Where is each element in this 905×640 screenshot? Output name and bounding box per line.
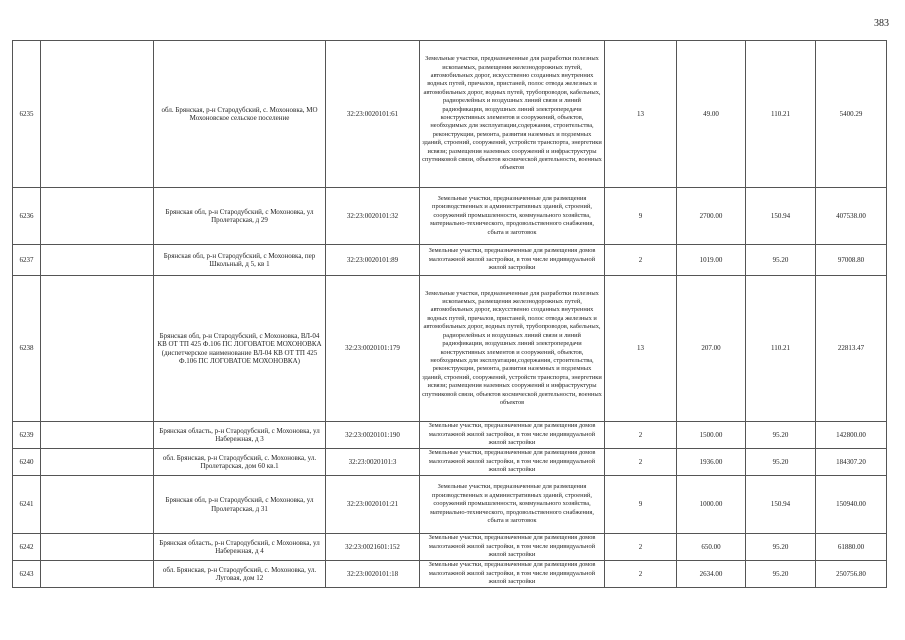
address-cell: Брянская обл, р-н Стародубский, с Мохоновка, ул Пролетарская, д 31 bbox=[154, 476, 326, 534]
cadastral-value-cell: 5400.29 bbox=[816, 41, 887, 188]
group-code-cell: 2 bbox=[605, 422, 677, 449]
table-row bbox=[13, 476, 887, 534]
land-use-purpose-cell: Земельные участки, предназначенные для разработки полезных ископаемых, размещения железнодорожных путей, автомобильных дорог, искусственно созданных внутренних водных путей, причалов, пристаней, полос отвода железных и автомобильных дорог, водных путей, трубопроводов, кабельных, радиорелейных и воздушных линий связи и линий радиофикации, воздушных линий электропередачи конструктивных элементов и сооружений, объектов, необходимых для эксплуатации,содержания, строительства, реконструкции, ремонта, развития наземных и подземных зданий, строений, сооружений, устройств транспорта, энергетики исвязи; размещения наземных сооружений и инфраструктуры спутниковой связи, объектов космической деятельности, военных объектов bbox=[420, 276, 605, 422]
empty-cell bbox=[41, 561, 154, 588]
page-number: 383 bbox=[874, 18, 889, 29]
specific-value-cell: 95.20 bbox=[746, 422, 816, 449]
address-cell: обл. Брянская, р-н Стародубский, с. Мохоновка, ул. Луговая, дом 12 bbox=[154, 561, 326, 588]
row-id-cell: 6239 bbox=[13, 422, 41, 449]
cadastral-number-cell: 32:23:0020101:190 bbox=[326, 422, 420, 449]
empty-cell bbox=[41, 476, 154, 534]
land-use-purpose-cell: Земельные участки, предназначенные для разработки полезных ископаемых, размещения железнодорожных путей, автомобильных дорог, искусственно созданных внутренних водных путей, причалов, пристаней, полос отвода железных и автомобильных дорог, водных путей, трубопроводов, кабельных, радиорелейных и воздушных линий связи и линий радиофикации, воздушных линий электропередачи конструктивных элементов и сооружений, объектов, необходимых для эксплуатации,содержания, строительства, реконструкции, ремонта, развития наземных и подземных зданий, строений, сооружений, устройств транспорта, энергетики исвязи; размещения наземных сооружений и инфраструктуры спутниковой связи, объектов космической деятельности, военных объектов bbox=[420, 41, 605, 188]
address-cell: обл. Брянская, р-н Стародубский, с. Мохоновка, ул. Пролетарская, дом 60 кв.1 bbox=[154, 449, 326, 476]
empty-cell bbox=[41, 422, 154, 449]
area-cell: 1936.00 bbox=[677, 449, 746, 476]
cadastral-value-cell: 250756.80 bbox=[816, 561, 887, 588]
land-use-purpose-cell: Земельные участки, предназначенные для размещения домов малоэтажной жилой застройки, в том числе индивидуальной жилой застройки bbox=[420, 561, 605, 588]
specific-value-cell: 95.20 bbox=[746, 449, 816, 476]
address-cell: обл. Брянская, р-н Стародубский, с. Мохоновка, МО Мохоновское сельское поселение bbox=[154, 41, 326, 188]
cadastral-number-cell: 32:23:0020101:61 bbox=[326, 41, 420, 188]
address-cell: Брянская обл, р-н Стародубский, с Мохоновка, ВЛ-04 КВ ОТ ТП 425 Ф.106 ПС ЛОГОВАТОЕ МОХОНОВКА (диспетчерское наименование ВЛ-04 КВ ОТ ТП 425 Ф.106 ПС ЛОГОВАТОЕ МОХОНОВКА) bbox=[154, 276, 326, 422]
table-row bbox=[13, 188, 887, 245]
area-cell: 49.00 bbox=[677, 41, 746, 188]
area-cell: 650.00 bbox=[677, 534, 746, 561]
specific-value-cell: 110.21 bbox=[746, 276, 816, 422]
land-registry-table bbox=[12, 40, 887, 588]
specific-value-cell: 110.21 bbox=[746, 41, 816, 188]
group-code-cell: 13 bbox=[605, 41, 677, 188]
cadastral-number-cell: 32:23:0020101:179 bbox=[326, 276, 420, 422]
specific-value-cell: 95.20 bbox=[746, 534, 816, 561]
land-use-purpose-cell: Земельные участки, предназначенные для размещения домов малоэтажной жилой застройки, в том числе индивидуальной жилой застройки bbox=[420, 534, 605, 561]
table-row bbox=[13, 422, 887, 449]
address-cell: Брянская обл, р-н Стародубский, с Мохоновка, пер Школьный, д 5, кв 1 bbox=[154, 245, 326, 276]
empty-cell bbox=[41, 41, 154, 188]
cadastral-number-cell: 32:23:0020101:21 bbox=[326, 476, 420, 534]
cadastral-number-cell: 32:23:0020101:3 bbox=[326, 449, 420, 476]
area-cell: 1500.00 bbox=[677, 422, 746, 449]
cadastral-value-cell: 61880.00 bbox=[816, 534, 887, 561]
land-use-purpose-cell: Земельные участки, предназначенные для размещения домов малоэтажной жилой застройки, в том числе индивидуальной жилой застройки bbox=[420, 245, 605, 276]
address-cell: Брянская область, р-н Стародубский, с Мохоновка, ул Набережная, д 4 bbox=[154, 534, 326, 561]
land-use-purpose-cell: Земельные участки, предназначенные для размещения домов малоэтажной жилой застройки, в том числе индивидуальной жилой застройки bbox=[420, 449, 605, 476]
row-id-cell: 6237 bbox=[13, 245, 41, 276]
group-code-cell: 2 bbox=[605, 534, 677, 561]
cadastral-number-cell: 32:23:0020101:89 bbox=[326, 245, 420, 276]
empty-cell bbox=[41, 534, 154, 561]
group-code-cell: 2 bbox=[605, 245, 677, 276]
group-code-cell: 13 bbox=[605, 276, 677, 422]
empty-cell bbox=[41, 245, 154, 276]
table-row bbox=[13, 245, 887, 276]
table-row bbox=[13, 561, 887, 588]
area-cell: 2700.00 bbox=[677, 188, 746, 245]
land-use-purpose-cell: Земельные участки, предназначенные для размещения домов малоэтажной жилой застройки, в том числе индивидуальной жилой застройки bbox=[420, 422, 605, 449]
row-id-cell: 6242 bbox=[13, 534, 41, 561]
table-row bbox=[13, 276, 887, 422]
land-use-purpose-cell: Земельные участки, предназначенные для размещения производственных и административных зданий, строений, сооружений промышленности, коммунального хозяйства, материально-технического, продовольственного снабжения, сбыта и заготовок bbox=[420, 476, 605, 534]
specific-value-cell: 95.20 bbox=[746, 245, 816, 276]
row-id-cell: 6241 bbox=[13, 476, 41, 534]
cadastral-value-cell: 142800.00 bbox=[816, 422, 887, 449]
cadastral-value-cell: 150940.00 bbox=[816, 476, 887, 534]
cadastral-value-cell: 184307.20 bbox=[816, 449, 887, 476]
area-cell: 207.00 bbox=[677, 276, 746, 422]
group-code-cell: 2 bbox=[605, 449, 677, 476]
table-row bbox=[13, 534, 887, 561]
address-cell: Брянская область, р-н Стародубский, с Мохоновка, ул Набережная, д 3 bbox=[154, 422, 326, 449]
cadastral-value-cell: 97008.80 bbox=[816, 245, 887, 276]
area-cell: 2634.00 bbox=[677, 561, 746, 588]
specific-value-cell: 95.20 bbox=[746, 561, 816, 588]
table-row bbox=[13, 41, 887, 188]
specific-value-cell: 150.94 bbox=[746, 476, 816, 534]
specific-value-cell: 150.94 bbox=[746, 188, 816, 245]
cadastral-number-cell: 32:23:0020101:32 bbox=[326, 188, 420, 245]
empty-cell bbox=[41, 188, 154, 245]
cadastral-value-cell: 22813.47 bbox=[816, 276, 887, 422]
table-row bbox=[13, 449, 887, 476]
row-id-cell: 6235 bbox=[13, 41, 41, 188]
area-cell: 1000.00 bbox=[677, 476, 746, 534]
empty-cell bbox=[41, 449, 154, 476]
cadastral-number-cell: 32:23:0020101:18 bbox=[326, 561, 420, 588]
cadastral-number-cell: 32:23:0021601:152 bbox=[326, 534, 420, 561]
group-code-cell: 9 bbox=[605, 476, 677, 534]
group-code-cell: 2 bbox=[605, 561, 677, 588]
row-id-cell: 6240 bbox=[13, 449, 41, 476]
empty-cell bbox=[41, 276, 154, 422]
row-id-cell: 6236 bbox=[13, 188, 41, 245]
group-code-cell: 9 bbox=[605, 188, 677, 245]
address-cell: Брянская обл, р-н Стародубский, с Мохоновка, ул Пролетарская, д 29 bbox=[154, 188, 326, 245]
land-use-purpose-cell: Земельные участки, предназначенные для размещения производственных и административных зданий, строений, сооружений промышленности, коммунального хозяйства, материально-технического, продовольственного снабжения, сбыта и заготовок bbox=[420, 188, 605, 245]
area-cell: 1019.00 bbox=[677, 245, 746, 276]
cadastral-value-cell: 407538.00 bbox=[816, 188, 887, 245]
row-id-cell: 6238 bbox=[13, 276, 41, 422]
row-id-cell: 6243 bbox=[13, 561, 41, 588]
